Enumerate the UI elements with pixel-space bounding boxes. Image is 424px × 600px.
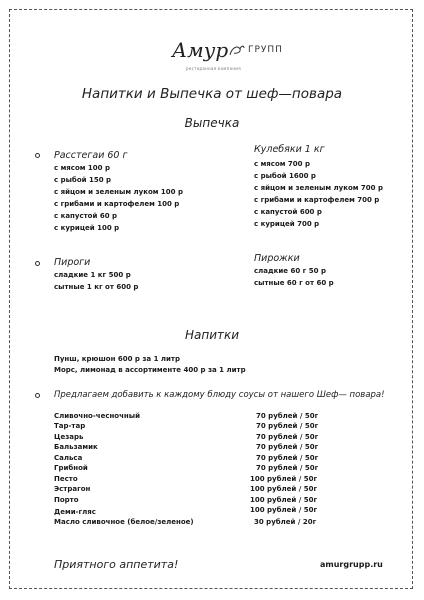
sauce-name: Песто xyxy=(54,475,78,483)
list-item: сладкие 1 кг 500 р xyxy=(54,271,131,279)
category-pirozhki: Пирожки xyxy=(254,253,300,264)
list-item: с грибами и картофелем 100 р xyxy=(54,200,180,208)
sauce-name: Грибной xyxy=(54,464,88,472)
sauce-price: 100 рублей / 50г xyxy=(250,496,318,504)
footer-greeting: Приятного аппетита! xyxy=(54,558,179,571)
logo-group-text: ГРУПП xyxy=(248,45,283,55)
list-item: сладкие 60 г 50 р xyxy=(254,267,326,275)
list-item: с курицей 100 р xyxy=(54,224,120,232)
footer-site-link[interactable]: amurgrupp.ru xyxy=(320,560,383,569)
page-title: Напитки и Выпечка от шеф—повара xyxy=(81,86,343,102)
sauce-price: 70 рублей / 50г xyxy=(256,464,319,472)
sauce-price: 100 рублей / 50г xyxy=(250,485,318,493)
section-title-pastry: Выпечка xyxy=(184,116,240,130)
section-title-drinks: Напитки xyxy=(184,328,240,342)
list-item: с мясом 700 р xyxy=(254,160,310,168)
logo-tagline: ресторанная компания xyxy=(186,66,241,71)
list-item: Пунш, крюшон 600 р за 1 литр xyxy=(54,355,181,363)
category-rasstegai: Расстегаи 60 г xyxy=(54,150,128,161)
sauce-price: 100 рублей / 50г xyxy=(250,475,318,483)
list-item: сытные 1 кг от 600 р xyxy=(54,283,139,291)
category-kulebyaki: Кулебяки 1 кг xyxy=(254,144,325,155)
sauces-invite: Предлагаем добавить к каждому блюду соусы от нашего Шеф— повара! xyxy=(54,390,385,400)
sauce-name: Сливочно-чесночный xyxy=(54,412,140,420)
list-item: с рыбой 150 р xyxy=(54,176,112,184)
list-item: с грибами и картофелем 700 р xyxy=(254,196,380,204)
sauce-price: 70 рублей / 50г xyxy=(256,422,319,430)
list-item: с рыбой 1600 р xyxy=(254,172,316,180)
sauce-name: Бальзамик xyxy=(54,443,98,451)
sauce-price: 70 рублей / 50г xyxy=(256,433,319,441)
list-item: с яйцом и зеленым луком 700 р xyxy=(254,184,383,192)
category-pirogi: Пироги xyxy=(54,257,91,268)
bullet-icon xyxy=(35,261,40,266)
sauce-name: Масло сливочное (белое/зеленое) xyxy=(54,518,194,526)
logo-wordmark: Амур xyxy=(172,38,229,62)
sauce-price: 30 рублей / 20г xyxy=(254,518,317,526)
sauce-price: 70 рублей / 50г xyxy=(256,443,319,451)
bullet-icon xyxy=(35,153,40,158)
list-item: с капустой 60 р xyxy=(54,212,118,220)
list-item: с курицей 700 р xyxy=(254,220,320,228)
list-item: с капустой 600 р xyxy=(254,208,322,216)
sauce-price: 70 рублей / 50г xyxy=(256,412,319,420)
list-item: с мясом 100 р xyxy=(54,164,110,172)
list-item: с яйцом и зеленым луком 100 р xyxy=(54,188,183,196)
sauce-price: 70 рублей / 50г xyxy=(256,454,319,462)
list-item: Морс, лимонад в ассортименте 400 р за 1 литр xyxy=(54,366,246,374)
sauce-name: Деми-гляс xyxy=(54,508,96,516)
sauce-name: Эстрагон xyxy=(54,485,91,493)
list-item: сытные 60 г от 60 р xyxy=(254,279,334,287)
sauce-name: Порто xyxy=(54,496,79,504)
sauce-name: Сальса xyxy=(54,454,83,462)
sauce-name: Тар-тар xyxy=(54,422,86,430)
sauce-name: Цезарь xyxy=(54,433,84,441)
bullet-icon xyxy=(35,393,40,398)
sauce-price: 100 рублей / 50г xyxy=(250,506,318,514)
swan-logo-icon xyxy=(228,42,246,61)
